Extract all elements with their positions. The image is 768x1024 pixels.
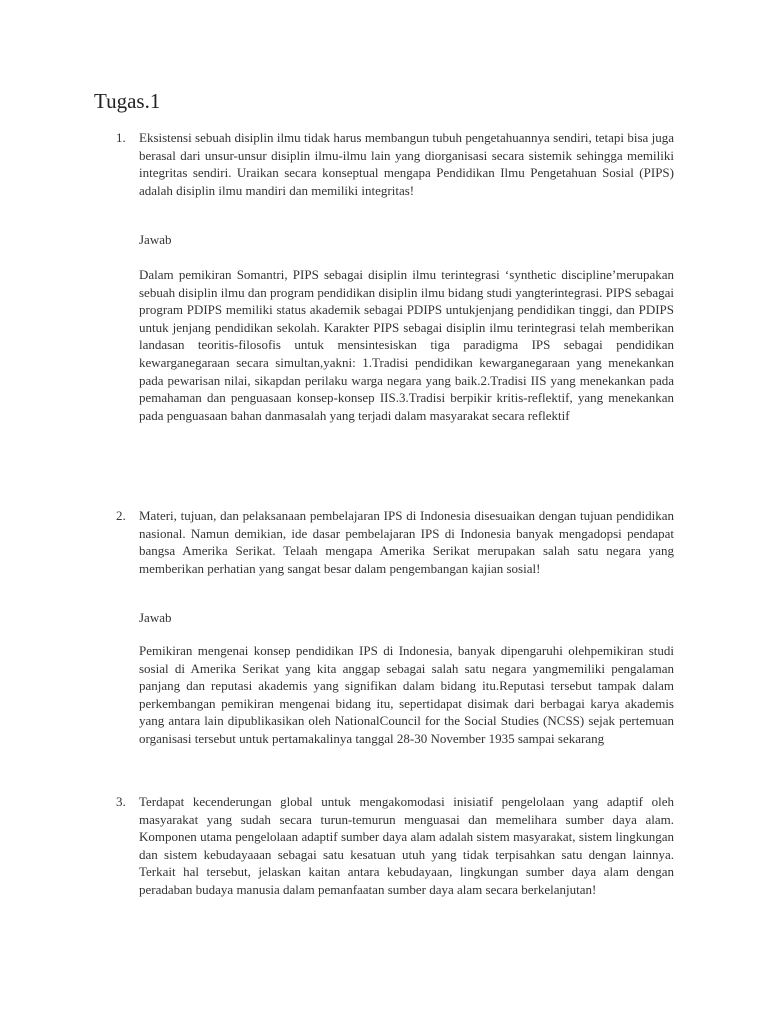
question-text: Eksistensi sebuah disiplin ilmu tidak harus membangun tubuh pengetahuannya sendiri, tetapi bisa juga berasal dari unsur-unsur disiplin ilmu-ilmu lain yang diorganisasi secara sistemik sehingga memiliki integritas sendiri. Uraikan secara konseptual mengapa Pendidikan Ilmu Pengetahuan Sosial (PIPS) adalah disiplin ilmu mandiri dan memiliki integritas! [139, 130, 674, 198]
question-number: 2. [116, 508, 126, 523]
question-number: 3. [116, 794, 126, 809]
answer-label: Jawab [139, 610, 172, 625]
question-text: Terdapat kecenderungan global untuk mengakomodasi inisiatif pengelolaan yang adaptif oleh masyarakat yang sudah secara turun-temurun menguasai dan memelihara sumber daya alam. Komponen utama pengelolaan adaptif sumber daya alam adalah sistem masyarakat, sistem lingkungan dan sistem kebudayaaan sebagai satu kesatuan utuh yang tidak terpisahkan satu dengan lainnya. Terkait hal tersebut, jelaskan kaitan antara kebudayaan, lingkungan sumber daya alam dengan peradaban budaya manusia dalam pemanfaatan sumber daya alam secara berkelanjutan! [139, 794, 674, 897]
document-title: Tugas.1 [94, 89, 161, 113]
answer-label: Jawab [139, 232, 172, 247]
answer-text: Dalam pemikiran Somantri, PIPS sebagai disiplin ilmu terintegrasi ‘synthetic discipline’merupakan sebuah disiplin ilmu dan program pendidikan disiplin ilmu bidang studi yangterintegrasi. PIPS sebagai program PDIPS memiliki status akademik sebagai PDIPS untukjenjang pendidikan tinggi, dan PDIPS untuk jenjang pendidikan sekolah. Karakter PIPS sebagai disiplin ilmu terintegrasi telah memberikan landasan teoritis-filosofis untuk mensintesiskan tiga paradigma IPS sebagai pendidikan kewarganegaraan secara simultan,yakni: 1.Tradisi pendidikan kewarganegaraan yang menekankan pada pewarisan nilai, sikapdan perilaku warga negara yang baik.2.Tradisi IIS yang menekankan pada pemahaman dan penguasaan konsep-konsep IIS.3.Tradisi berpikir kritis-reflektif, yang menekankan pada penguasaan bahan danmasalah yang terjadi dalam masyarakat secara reflektif [139, 267, 674, 423]
question-text: Materi, tujuan, dan pelaksanaan pembelajaran IPS di Indonesia disesuaikan dengan tujuan pendidikan nasional. Namun demikian, ide dasar pembelajaran IPS di Indonesia banyak mengadopsi pendapat bangsa Amerika Serikat. Telaah mengapa Amerika Serikat merupakan salah satu negara yang memberikan perhatian yang sangat besar dalam pengembangan kajian sosial! [139, 508, 674, 576]
answer-text: Pemikiran mengenai konsep pendidikan IPS di Indonesia, banyak dipengaruhi olehpemikiran studi sosial di Amerika Serikat yang kita anggap sebagai salah satu negara yangmemiliki pengalaman panjang dan reputasi akademis yang signifikan dalam bidang itu.Reputasi tersebut tampak dalam perkembangan pemikiran mengenai bidang itu, sepertidapat disimak dari berbagai karya akademis yang antara lain dipublikasikan oleh NationalCouncil for the Social Studies (NCSS) sejak pertemuan organisasi tersebut untuk pertamakalinya tanggal 28-30 November 1935 sampai sekarang [139, 643, 674, 746]
question-number: 1. [116, 130, 126, 145]
